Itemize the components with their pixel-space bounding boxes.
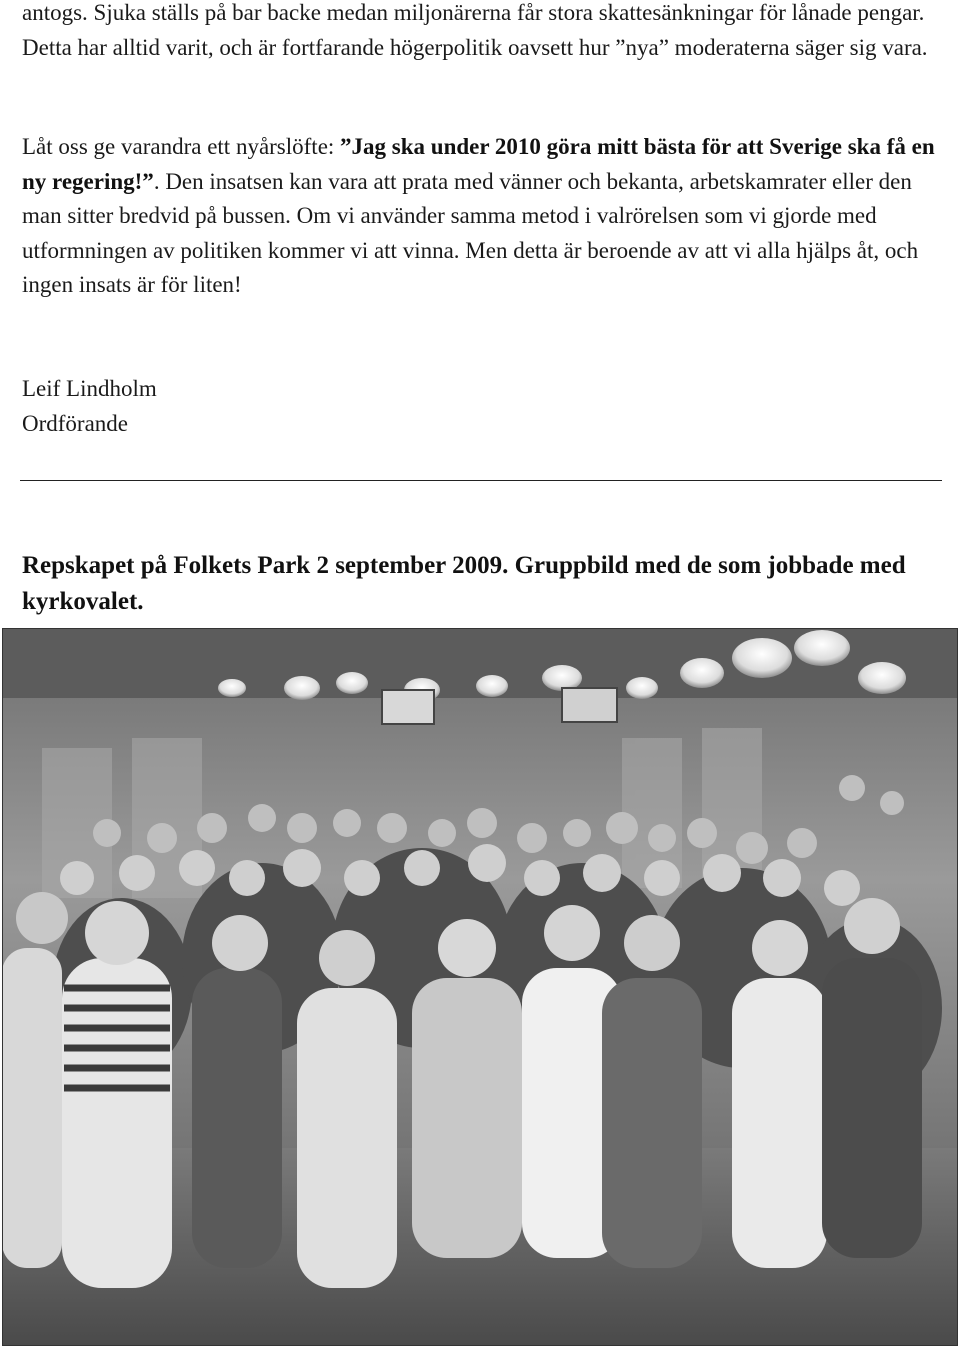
signature-role: Ordförande <box>22 410 129 436</box>
group-photo <box>2 628 958 1346</box>
group-photo-illustration <box>2 628 958 1346</box>
paragraph-text <box>22 130 938 303</box>
signature-block <box>22 372 938 441</box>
pledge-rest: . Den insatsen kan vara att prata med vänner och bekanta, arbetskamrater eller den man sitter bredvid på bussen. Om vi använder samma metod i valrörelsen som vi gjorde med utformningen av politiken kommer vi att vinna. Men detta är beroende av att vi alla hjälps åt, och ingen insats är för liten! <box>22 168 919 297</box>
pledge-quote: ”Jag ska under 2010 göra mitt bästa för att Sverige ska få en ny regering!” <box>22 134 935 194</box>
body-paragraph-2 <box>22 130 938 303</box>
paragraph-text: antogs. Sjuka ställs på bar backe medan miljonärerna får stora skattesänkningar för lånade pengar. Detta har alltid varit, och är fortfarande högerpolitik oavsett hur ”nya” moderaterna säger sig vara. <box>22 0 928 60</box>
pledge-intro: Låt oss ge varandra ett nyårslöfte: <box>22 134 341 159</box>
body-paragraph-1 <box>22 0 938 65</box>
signature-name: Leif Lindholm <box>22 376 157 401</box>
horizontal-divider <box>20 480 942 481</box>
photo-caption: Repskapet på Folkets Park 2 september 2009. Gruppbild med de som jobbade med kyrkovalet. <box>22 552 906 615</box>
